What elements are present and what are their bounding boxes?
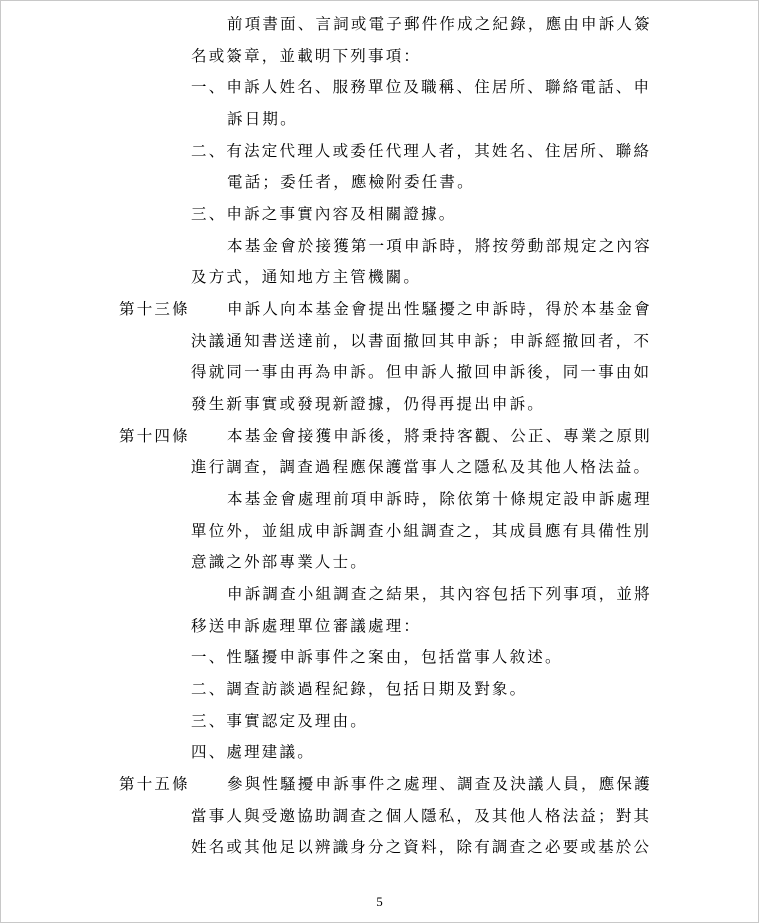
text-line: 及方式，通知地方主管機關。 <box>191 268 422 286</box>
text-line: 三、事實認定及理由。 <box>191 712 369 730</box>
text-line: 申訴調查小組調查之結果，其內容包括下列事項，並將 <box>227 585 652 603</box>
text-line: 四、處理建議。 <box>191 743 315 761</box>
text-line: 前項書面、言詞或電子郵件作成之紀錄，應由申訴人簽 <box>227 15 652 33</box>
text-line: 單位外，並組成申訴調查小組調查之，其成員應有具備性別 <box>191 522 652 540</box>
text-line: 二、有法定代理人或委任代理人者，其姓名、住居所、聯絡 <box>191 142 652 160</box>
page-number: 5 <box>376 894 383 909</box>
text-line: 本基金會處理前項申訴時，除依第十條規定設申訴處理 <box>227 490 652 508</box>
text-line: 名或簽章，並載明下列事項： <box>191 47 422 65</box>
text-line: 電話；委任者，應檢附委任書。 <box>227 173 475 191</box>
text-line: 申訴人向本基金會提出性騷擾之申訴時，得於本基金會 <box>227 300 652 318</box>
article-15-heading: 第十五條 <box>119 775 190 793</box>
text-line: 二、調查訪談過程紀錄，包括日期及對象。 <box>191 680 528 698</box>
text-line: 訴日期。 <box>227 110 298 128</box>
text-line: 姓名或其他足以辨識身分之資料，除有調查之必要或基於公 <box>191 838 652 856</box>
text-line: 一、申訴人姓名、服務單位及職稱、住居所、聯絡電話、申 <box>191 78 652 96</box>
text-line: 決議通知書送達前，以書面撤回其申訴；申訴經撤回者，不 <box>191 332 652 350</box>
text-line: 一、性騷擾申訴事件之案由，包括當事人敘述。 <box>191 648 563 666</box>
text-line: 得就同一事由再為申訴。但申訴人撤回申訴後，同一事由如 <box>191 363 652 381</box>
text-line: 移送申訴處理單位審議處理： <box>191 617 422 635</box>
text-line: 意識之外部專業人士。 <box>191 553 369 571</box>
article-13-heading: 第十三條 <box>119 300 190 318</box>
text-line: 參與性騷擾申訴事件之處理、調查及決議人員，應保護 <box>227 775 652 793</box>
text-line: 當事人與受邀協助調查之個人隱私，及其他人格法益；對其 <box>191 807 652 825</box>
text-line: 三、申訴之事實內容及相關證據。 <box>191 205 457 223</box>
text-line: 本基金會接獲申訴後，將秉持客觀、公正、專業之原則 <box>227 427 652 445</box>
text-line: 發生新事實或發現新證據，仍得再提出申訴。 <box>191 395 546 413</box>
article-14-heading: 第十四條 <box>119 427 190 445</box>
text-line: 進行調查，調查過程應保護當事人之隱私及其他人格法益。 <box>191 458 652 476</box>
text-line: 本基金會於接獲第一項申訴時，將按勞動部規定之內容 <box>227 237 652 255</box>
